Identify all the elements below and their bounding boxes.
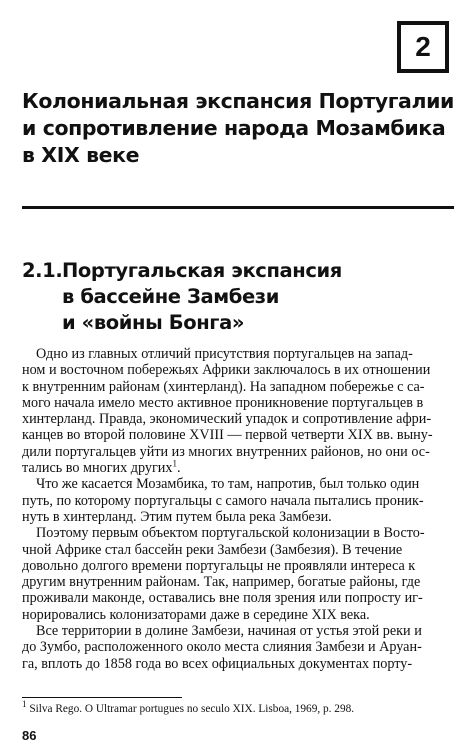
page-number: 86	[22, 728, 37, 743]
body-text	[22, 346, 454, 672]
chapter-number-box	[397, 21, 449, 73]
footnote-reference[interactable]: 1	[172, 458, 177, 469]
text-line-content: тались во многих других	[22, 460, 173, 477]
footnote-divider	[22, 697, 182, 698]
text-line: довольно долгого времени португальцы не проявляли интереса к	[22, 557, 416, 574]
section-title	[22, 258, 462, 336]
text-line: Одно из главных отличий присутствия португальцев на запад-	[36, 346, 413, 362]
text-line: канцев во второй половине XVIII — первой четверти XIX вв. выну-	[22, 427, 433, 444]
section-title-line	[22, 258, 462, 284]
text-line: нуть в хинтерланд. Этим путем была река Замбези.	[22, 508, 332, 525]
chapter-title	[22, 88, 462, 169]
paragraph	[22, 476, 454, 525]
footnote-marker: 1	[22, 699, 27, 710]
section-title-text: Португальская экспансия	[62, 259, 342, 282]
text-line: Все территории в долине Замбези, начиная от устья этой реки и	[36, 623, 422, 640]
chapter-number: 2	[415, 31, 431, 62]
text-line: к внутренним районам (хинтерланд). На западном побережье с са-	[22, 378, 425, 395]
text-line: до Зумбо, расположенного около места слияния Замбези и Аруан-	[22, 639, 422, 656]
text-line: Что же касается Мозамбика, то там, напротив, был только один	[36, 476, 420, 493]
text-line: норировались колонизаторами даже в середине XIX века.	[22, 606, 370, 623]
text-line: путь, по которому португальцы с самого начала пытались проник-	[22, 492, 424, 509]
chapter-title-line: в XIX веке	[22, 143, 140, 167]
paragraph	[22, 623, 454, 672]
text-line: Поэтому первым объектом португальской колонизации в Восто-	[36, 525, 425, 542]
text-line: мого начала имело место активное проникновение португальцев в	[22, 394, 424, 411]
chapter-title-line: Колониальная экспансия Португалии	[22, 89, 455, 113]
title-divider	[22, 206, 454, 209]
text-line: хинтерланд. Правда, экономический упадок и сопротивление афри-	[22, 411, 432, 428]
paragraph	[22, 525, 454, 623]
chapter-title-line: и сопротивление народа Мозамбика	[22, 116, 446, 140]
text-line: ном и восточном побережьях Африки заключалось в их отношении	[22, 362, 431, 379]
text-line: чной Африке стал бассейн реки Замбези (Замбезия). В течение	[22, 541, 403, 558]
text-line: другим внутренним районам. Так, например, богатые районы, где	[22, 574, 421, 591]
text-line-end: .	[176, 460, 181, 477]
text-line: проживали маконде, оставались вне поля зрения или попросту иг-	[22, 590, 423, 607]
footnote	[22, 699, 454, 716]
paragraph	[22, 346, 454, 476]
text-line	[22, 460, 454, 476]
footnote-text: Silva Rego. O Ultramar portugues no seculo XIX. Lisboa, 1969, p. 298.	[29, 703, 355, 715]
text-line: га, вплоть до 1858 года во всех официальных документах порту-	[22, 655, 413, 672]
text-line: дили португальцев уйти из многих внутренних районов, но они ос-	[22, 443, 430, 460]
section-title-line: и «войны Бонга»	[62, 311, 245, 334]
section-title-line: в бассейне Замбези	[62, 285, 279, 308]
section-number: 2.1.	[22, 259, 63, 282]
